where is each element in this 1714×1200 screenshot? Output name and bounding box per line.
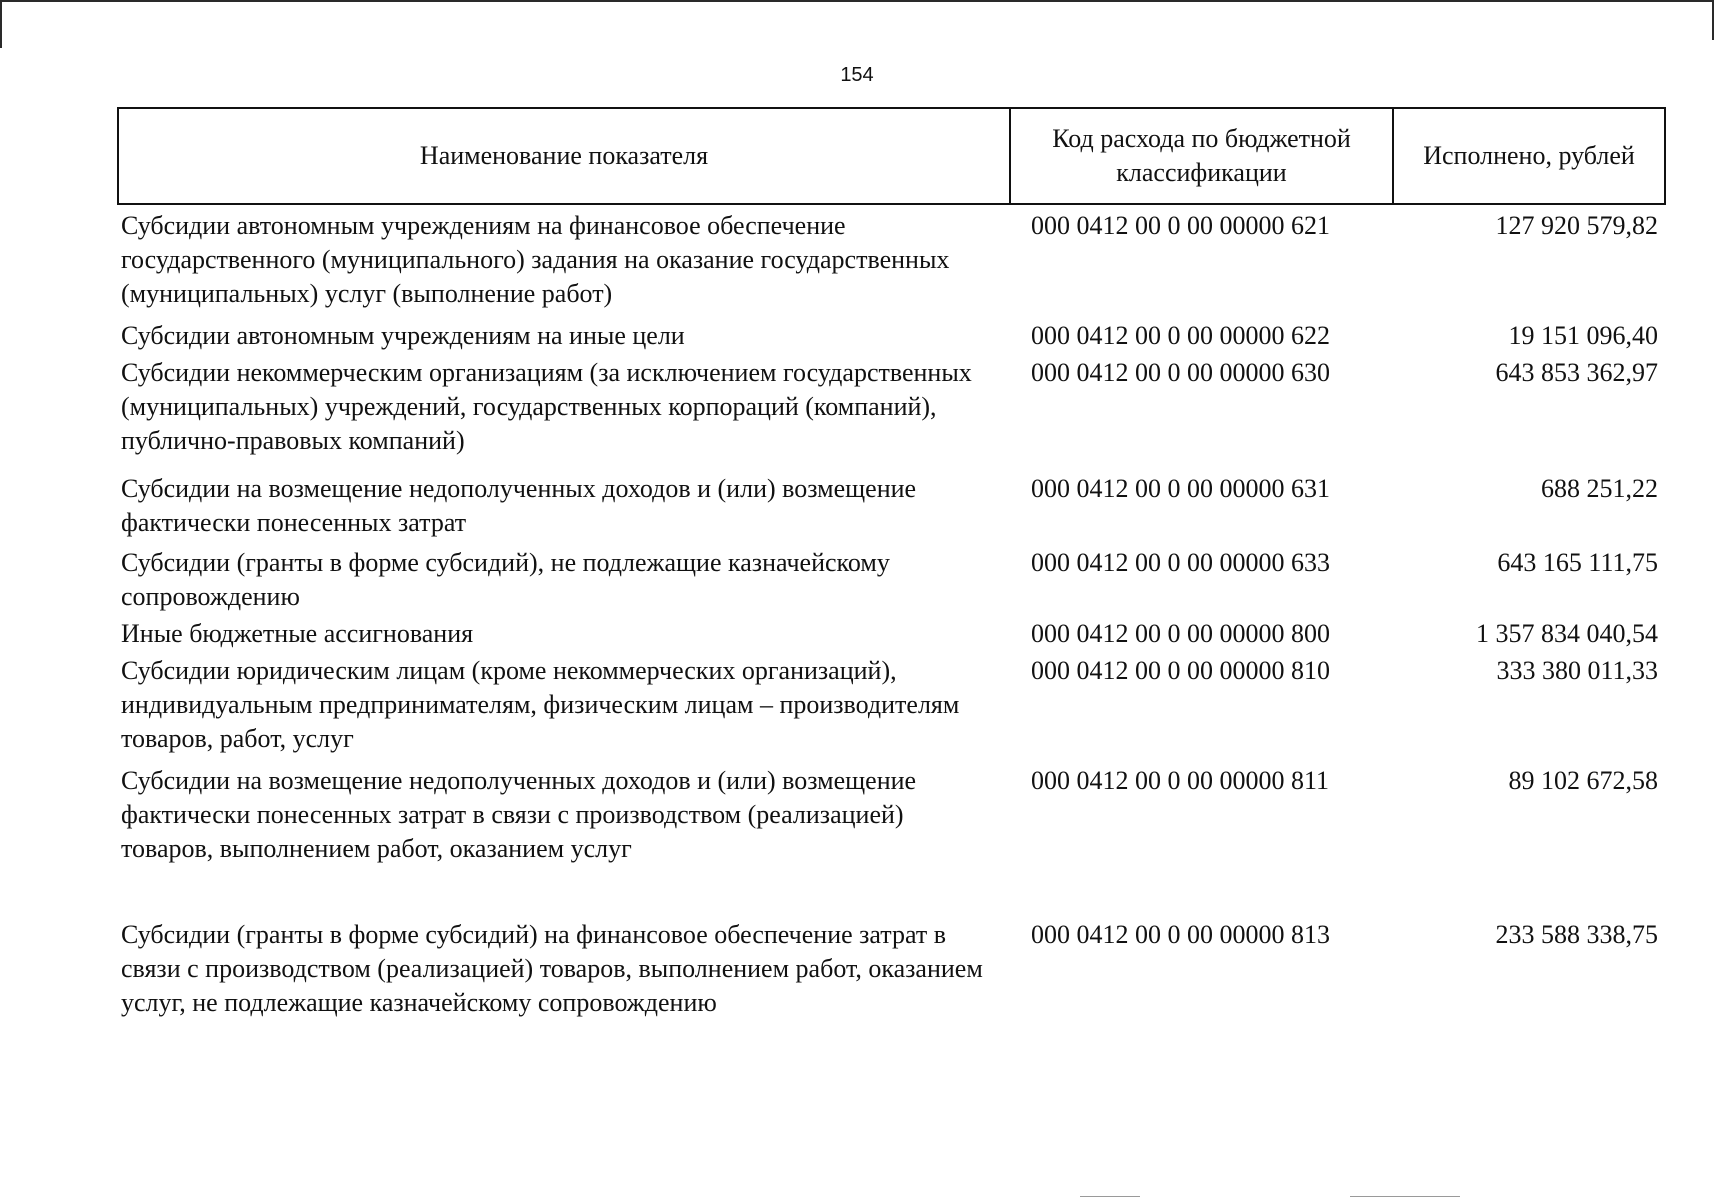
table-row (117, 918, 1666, 1020)
scan-artifact (1080, 1196, 1140, 1197)
row-amount: 333 380 011,33 (1496, 656, 1658, 685)
table-row (117, 546, 1666, 614)
row-name: Субсидии некоммерческим организациям (за исключением государственных (муниципальных) учреждений, государственных корпораций (компаний), публично-правовых компаний) (121, 358, 972, 455)
row-amount: 643 853 362,97 (1495, 358, 1658, 387)
row-name: Субсидии автономным учреждениям на иные цели (121, 321, 685, 350)
row-name: Иные бюджетные ассигнования (121, 619, 474, 648)
table-row (117, 356, 1666, 458)
table-row (117, 472, 1666, 540)
row-name: Субсидии на возмещение недополученных доходов и (или) возмещение фактически понесенных затрат в связи с производством (реализацией) товаров, выполнением работ, оказанием услуг (121, 766, 917, 863)
row-name: Субсидии (гранты в форме субсидий) на финансовое обеспечение затрат в связи с производством (реализацией) товаров, выполнением работ, оказанием услуг, не подлежащие казначейскому сопровождению (121, 920, 983, 1017)
table-row (117, 209, 1666, 311)
row-amount: 688 251,22 (1541, 474, 1658, 503)
row-name: Субсидии (гранты в форме субсидий), не подлежащие казначейскому сопровождению (121, 548, 890, 611)
table-row (117, 654, 1666, 756)
row-code: 000 0412 00 0 00 00000 813 (1031, 920, 1330, 949)
row-amount: 233 588 338,75 (1495, 920, 1658, 949)
header-code: Код расхода по бюджетной классификации (1011, 109, 1394, 203)
scan-border-top (0, 0, 1714, 2)
budget-table (117, 107, 1666, 1020)
table-row (117, 319, 1666, 353)
row-code: 000 0412 00 0 00 00000 800 (1031, 619, 1330, 648)
table-row (117, 617, 1666, 651)
row-code: 000 0412 00 0 00 00000 621 (1031, 211, 1330, 240)
row-amount: 89 102 672,58 (1508, 766, 1658, 795)
header-amount: Исполнено, рублей (1423, 141, 1635, 170)
table-header (117, 107, 1666, 205)
row-code: 000 0412 00 0 00 00000 622 (1031, 321, 1330, 350)
header-name: Наименование показателя (119, 109, 1011, 203)
row-code: 000 0412 00 0 00 00000 630 (1031, 358, 1330, 387)
row-amount: 127 920 579,82 (1495, 211, 1658, 240)
row-amount: 1 357 834 040,54 (1476, 619, 1658, 648)
row-name: Субсидии на возмещение недополученных доходов и (или) возмещение фактически понесенных затрат (121, 474, 917, 537)
row-code: 000 0412 00 0 00 00000 810 (1031, 656, 1330, 685)
row-name: Субсидии автономным учреждениям на финансовое обеспечение государственного (муниципального) задания на оказание государственных (муниципальных) услуг (выполнение работ) (121, 211, 950, 308)
page-number: 154 (840, 64, 874, 86)
scan-border-left (0, 0, 2, 48)
row-amount: 643 165 111,75 (1497, 548, 1658, 577)
row-name: Субсидии юридическим лицам (кроме некоммерческих организаций), индивидуальным предпринимателям, физическим лицам – производителям товаров, работ, услуг (121, 656, 960, 753)
row-amount: 19 151 096,40 (1508, 321, 1658, 350)
row-code: 000 0412 00 0 00 00000 631 (1031, 474, 1330, 503)
table-row (117, 764, 1666, 866)
scan-artifact (1350, 1196, 1460, 1197)
row-code: 000 0412 00 0 00 00000 633 (1031, 548, 1330, 577)
row-code: 000 0412 00 0 00 00000 811 (1031, 766, 1330, 795)
